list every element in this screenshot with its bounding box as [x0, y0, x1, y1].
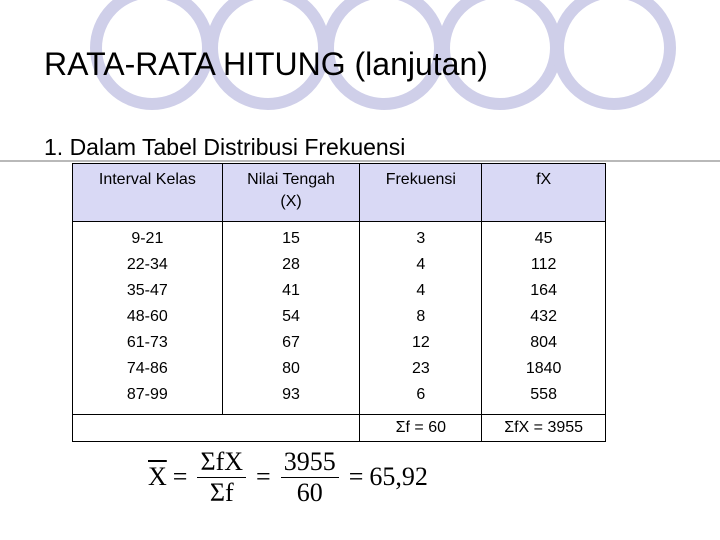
cell-fx: 1840 [482, 356, 606, 382]
header-frekuensi: Frekuensi [360, 164, 482, 222]
cell-interval: 61-73 [73, 330, 223, 356]
table-totals-row [73, 415, 606, 442]
table-row [73, 356, 606, 382]
formula-fraction-symbolic [197, 448, 246, 507]
table-row [73, 382, 606, 415]
cell-fx: 558 [482, 382, 606, 415]
formula-result: 65,92 [369, 462, 428, 491]
cell-midpoint: 67 [222, 330, 360, 356]
cell-total-fx: ΣfX = 3955 [482, 415, 606, 442]
header-interval-kelas: Interval Kelas [73, 164, 223, 222]
cell-fx: 432 [482, 304, 606, 330]
cell-fx: 804 [482, 330, 606, 356]
table-row [73, 330, 606, 356]
cell-total-frequency: Σf = 60 [360, 415, 482, 442]
table-row [73, 222, 606, 253]
formula-equals: = [348, 462, 364, 491]
frequency-table [72, 163, 606, 442]
cell-frequency: 8 [360, 304, 482, 330]
cell-fx: 45 [482, 222, 606, 253]
formula-numerator: ΣfX [197, 448, 246, 478]
cell-fx: 164 [482, 278, 606, 304]
cell-midpoint: 15 [222, 222, 360, 253]
slide-title: RATA-RATA HITUNG (lanjutan) [44, 46, 488, 82]
formula-equals: = [172, 462, 188, 491]
cell-interval: 74-86 [73, 356, 223, 382]
header-nilai-tengah-text: Nilai Tengah (X) [247, 171, 335, 210]
formula-equals: = [256, 462, 271, 491]
table-row [73, 252, 606, 278]
cell-midpoint: 93 [222, 382, 360, 415]
table-header-row [73, 164, 606, 222]
cell-fx: 112 [482, 252, 606, 278]
cell-frequency: 4 [360, 252, 482, 278]
cell-interval: 35-47 [73, 278, 223, 304]
cell-interval: 87-99 [73, 382, 223, 415]
cell-frequency: 6 [360, 382, 482, 415]
cell-midpoint: 54 [222, 304, 360, 330]
header-fx: fX [482, 164, 606, 222]
slide-subtitle: 1. Dalam Tabel Distribusi Frekuensi [44, 134, 406, 160]
header-nilai-tengah [222, 164, 360, 222]
cell-frequency: 12 [360, 330, 482, 356]
cell-totals-empty [73, 415, 360, 442]
formula-denominator: 60 [296, 477, 323, 507]
table-row [73, 304, 606, 330]
formula-fraction-numeric [281, 448, 339, 507]
cell-midpoint: 41 [222, 278, 360, 304]
formula-xbar: $\overline{X}$ [148, 462, 167, 491]
formula-numerator: 3955 [281, 448, 339, 478]
cell-midpoint: 80 [222, 356, 360, 382]
cell-frequency: 3 [360, 222, 482, 253]
cell-midpoint: 28 [222, 252, 360, 278]
mean-formula [148, 444, 428, 510]
cell-interval: 9-21 [73, 222, 223, 253]
table-row [73, 278, 606, 304]
cell-interval: 22-34 [73, 252, 223, 278]
cell-frequency: 4 [360, 278, 482, 304]
cell-frequency: 23 [360, 356, 482, 382]
cell-interval: 48-60 [73, 304, 223, 330]
formula-denominator: Σf [209, 477, 234, 507]
